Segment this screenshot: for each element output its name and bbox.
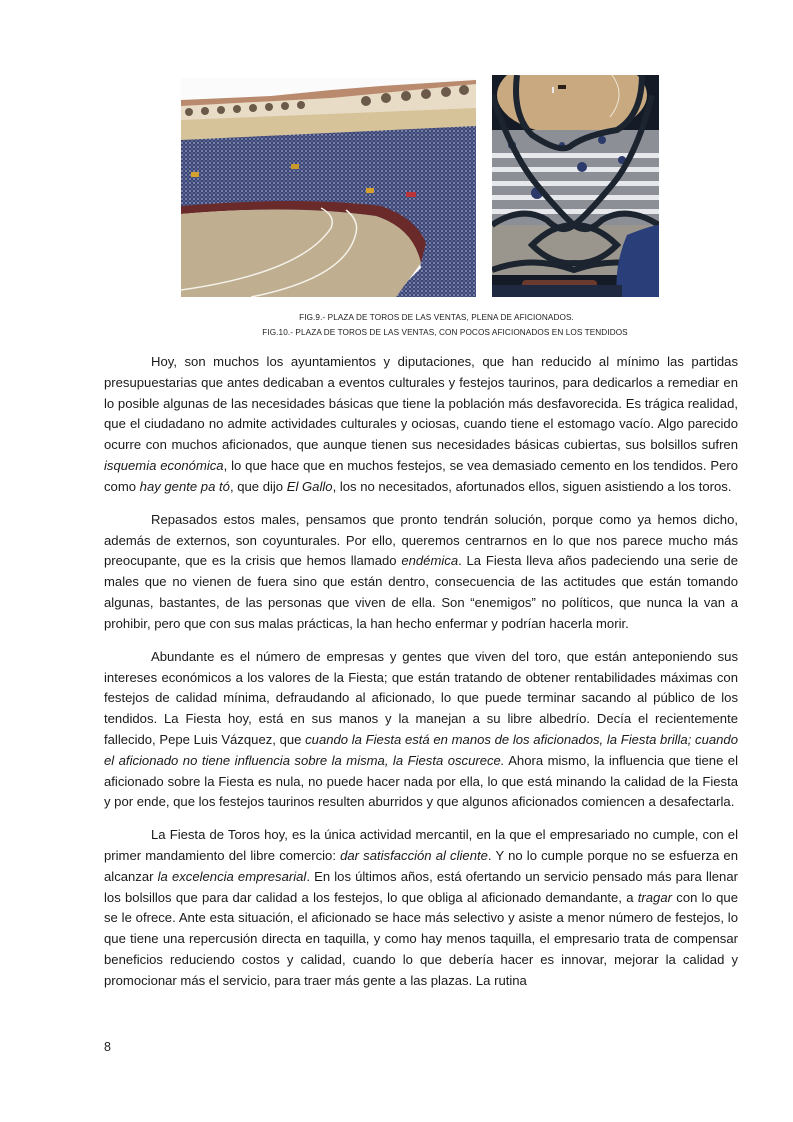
paragraph bbox=[104, 825, 738, 991]
text-run: Abundante es el número de empresas y gentes que viven del toro, que están anteponiendo sus intereses económicos a los valores de la Fiesta; que están tratando de obtener rentabilidades máximas con festejos de calidad mínima, defraudando al aficionado, lo que puede terminar sacando al público de los tendidos. La Fiesta hoy, está en sus manos y la manejan a su libre albedrío. Decía el recientemente fallecido, Pepe Luis Vázquez, que bbox=[104, 648, 738, 747]
body-text bbox=[104, 352, 738, 1004]
text-run: La Fiesta de Toros hoy, es la única actividad mercantil, en la que el empresariado no cumple, con el primer mandamiento del libre comercio: bbox=[104, 827, 738, 864]
text-run: , que dijo bbox=[229, 478, 287, 494]
italic-phrase: la excelencia empresarial bbox=[157, 868, 307, 884]
bullring-full-image bbox=[181, 78, 476, 297]
text-run: , los no necesitados, afortunados ellos, siguen asistiendo a los toros. bbox=[332, 478, 732, 494]
figure-9-caption: FIG.9.- PLAZA DE TOROS DE LAS VENTAS, PLENA DE AFICIONADOS. bbox=[299, 313, 574, 322]
italic-phrase: El Gallo bbox=[286, 478, 333, 494]
text-run: Hoy, son muchos los ayuntamientos y diputaciones, que han reducido al mínimo las partidas presupuestarias que antes dedicaban a eventos culturales y festejos taurinos, para dedicarlos a remediar en lo posible algunas de las necesidades básicas que tiene la población más desfavorecida. Es trágica realidad, que el ciudadano no admite actividades culturales y ociosas, cuando tiene el estomago vacío. Algo parecido ocurre con muchos aficionados, que aunque tienen sus necesidades básicas cubiertas, sus bolsillos sufren bbox=[104, 354, 738, 453]
text-run: . Y no lo cumple porque no se esfuerza en alcanzar bbox=[104, 848, 738, 884]
figure-9-photo bbox=[181, 78, 476, 297]
italic-phrase: isquemia económica bbox=[104, 457, 224, 473]
text-run: con lo que se le ofrece. Ante esta situación, el aficionado se hace más selectivo y asiste a menor número de festejos, lo que tiene una repercusión directa en taquilla, y como hay menos taquilla, el empresario trata de compensar beneficios reduciendo costos y calidad, cuando lo que debería hacer es innovar, mejorar la calidad y promocionar más el servicio, para traer más gente a las plazas. La rutina bbox=[104, 889, 738, 988]
bullring-railing-image bbox=[492, 75, 659, 297]
text-run: , lo que hace que en muchos festejos, se vea demasiado cemento en los tendidos. Pero como bbox=[104, 457, 738, 494]
italic-phrase: tragar bbox=[637, 889, 672, 905]
italic-phrase: endémica bbox=[401, 553, 459, 569]
italic-phrase: hay gente pa tó bbox=[139, 478, 230, 494]
paragraph bbox=[104, 510, 738, 635]
italic-phrase: dar satisfacción al cliente bbox=[340, 848, 488, 864]
text-run: Ahora mismo, la influencia que tiene el aficionado sobre la Fiesta es nula, no puede hacer nada por ella, lo que está minando la calidad de la Fiesta y por ende, que los festejos taurinos resulten aburridos y que algunos aficionados comiencen a desafectarla. bbox=[104, 752, 738, 810]
page-number: 8 bbox=[104, 1040, 111, 1054]
paragraph bbox=[104, 352, 738, 498]
figure-10-photo bbox=[492, 75, 659, 297]
text-run: . La Fiesta lleva años padeciendo una serie de males que no vienen de fuera sino que están dentro, consecuencia de las actitudes que están tomando algunas, bastantes, de las personas que viven de ella. Son “enemigos” no políticos, que nunca la van a prohibir, pero que con sus malas prácticas, la han hecho enfermar y podrían hacerla morir. bbox=[104, 553, 738, 631]
text-run: . En los últimos años, está ofertando un servicio pensado más para llenar los bolsillos que para dar calidad a los festejos, lo que obliga al aficionado demandante, a bbox=[104, 868, 738, 905]
italic-phrase: cuando la Fiesta está en manos de los aficionados, la Fiesta brilla; cuando el aficionado no tiene influencia sobre la misma, la Fiesta oscurece. bbox=[104, 731, 738, 768]
paragraph bbox=[104, 647, 738, 813]
figure-10-caption: FIG.10.- PLAZA DE TOROS DE LAS VENTAS, CON POCOS AFICIONADOS EN LOS TENDIDOS bbox=[262, 328, 628, 337]
text-run: Repasados estos males, pensamos que pronto tendrán solución, porque como ya hemos dicho, además de externos, son coyunturales. Por ello, queremos centrarnos en lo que nos parece mucho más preocupante, que es la crisis que hemos llamado bbox=[104, 511, 738, 569]
